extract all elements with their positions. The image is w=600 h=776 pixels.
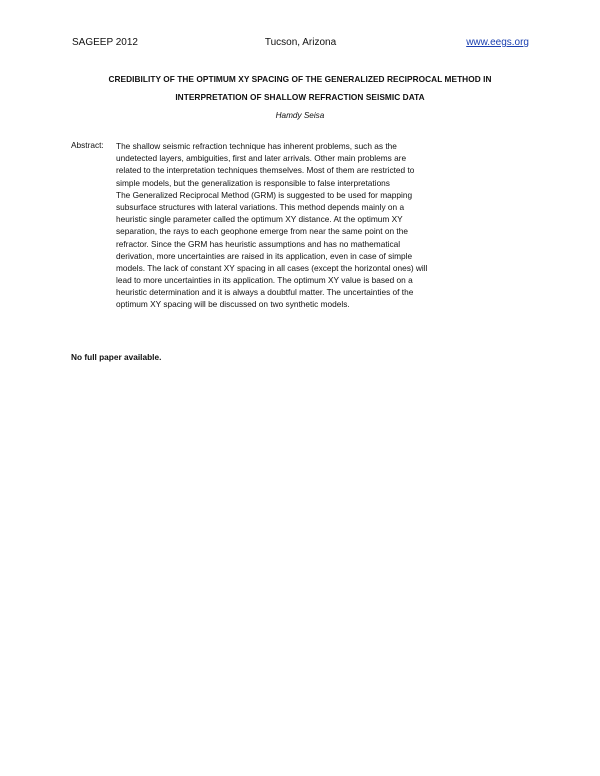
abstract-line: optimum XY spacing will be discussed on two synthetic models. [116,299,350,310]
page-header [72,37,529,51]
title-line: INTERPRETATION OF SHALLOW REFRACTION SEISMIC DATA [175,92,425,102]
paper-title [80,70,520,106]
abstract-line: heuristic single parameter called the optimum XY distance. At the optimum XY [116,214,403,225]
abstract-line: The shallow seismic refraction technique has inherent problems, such as the [116,141,397,151]
availability-note: No full paper available. [71,352,162,362]
abstract-line: The Generalized Reciprocal Method (GRM) is suggested to be used for mapping [116,189,413,200]
abstract-line: related to the interpretation techniques themselves. Most of them are restricted to [116,165,415,176]
abstract-line: derivation, more uncertainties are raised in its application, even in case of simple [116,250,413,261]
abstract-body [116,140,486,311]
abstract-line: simple models, but the generalization is responsible to false interpretations [116,177,390,188]
abstract-line: subsurface structures with lateral variations. This method depends mainly on a [116,201,405,212]
abstract-line: refractor. Since the GRM has heuristic assumptions and has no mathematical [116,238,401,249]
conference-name: SAGEEP 2012 [72,37,138,48]
abstract-line: lead to more uncertainties in its application. The optimum XY value is based on a [116,275,413,286]
abstract-label: Abstract: [71,140,104,150]
author-name: Hamdy Seisa [275,111,325,120]
abstract-line: models. The lack of constant XY spacing in all cases (except the horizontal ones) will [116,262,428,273]
website-link[interactable]: www.eegs.org [466,37,529,48]
abstract-line: separation, the rays to each geophone emerge from near the same point on the [116,226,408,237]
conference-location: Tucson, Arizona [264,37,337,48]
title-line: CREDIBILITY OF THE OPTIMUM XY SPACING OF THE GENERALIZED RECIPROCAL METHOD IN [108,74,492,84]
abstract-line: heuristic determination and it is always a doubtful matter. The uncertainties of the [116,287,414,298]
abstract-line: undetected layers, ambiguities, first and later arrivals. Other main problems are [116,153,407,164]
